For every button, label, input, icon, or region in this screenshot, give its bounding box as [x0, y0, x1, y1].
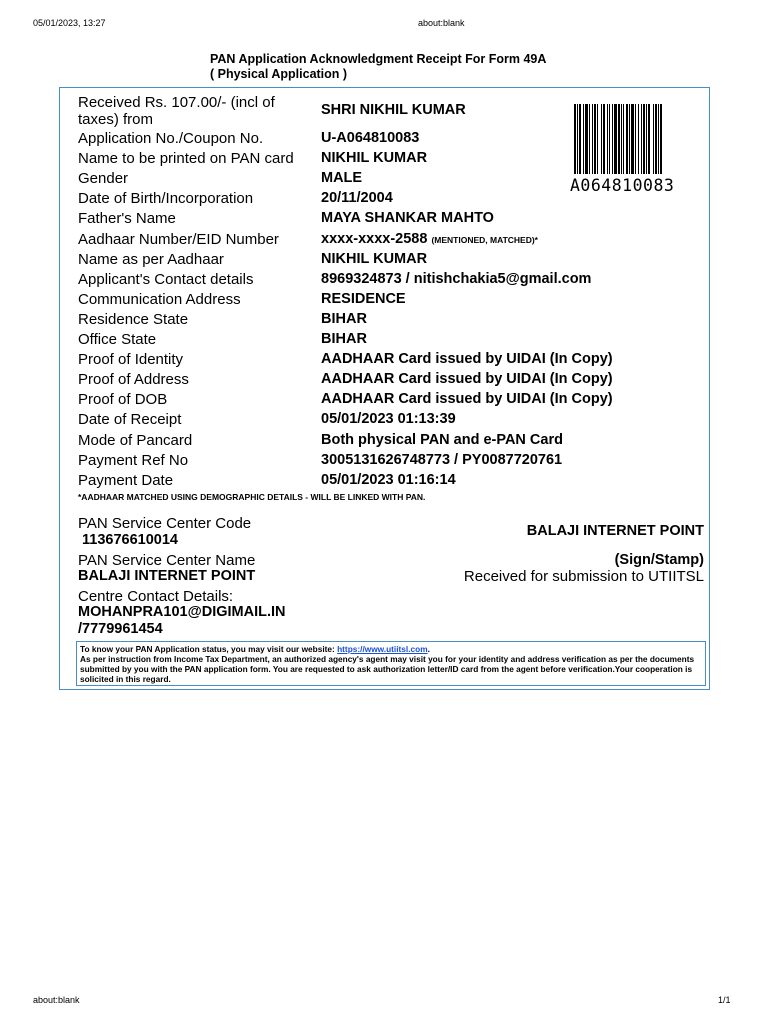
field-value: 05/01/2023 01:16:14 — [321, 472, 456, 488]
print-datetime: 05/01/2023, 13:27 — [33, 18, 106, 28]
print-footer-url: about:blank — [33, 995, 80, 1005]
field-value: xxxx-xxxx-2588 (MENTIONED, MATCHED)* — [321, 231, 538, 247]
info-box — [76, 641, 706, 686]
print-header-url: about:blank — [418, 18, 465, 28]
stamp-center-name: BALAJI INTERNET POINT — [526, 523, 704, 539]
field-label: Gender — [78, 170, 129, 187]
field-value: 20/11/2004 — [321, 190, 393, 206]
field-value: NIKHIL KUMAR — [321, 251, 428, 267]
field-value: MALE — [321, 170, 363, 186]
received-label: Received Rs. 107.00/- (incl of taxes) from — [78, 94, 275, 128]
barcode-number: A064810083 — [570, 176, 675, 195]
centre-contact-label: Centre Contact Details: — [78, 588, 234, 605]
field-value: RESIDENCE — [321, 291, 406, 307]
field-value: 3005131626748773 / PY0087720761 — [321, 452, 563, 468]
utiitsl-website-link[interactable]: https://www.utiitsl.com — [337, 644, 428, 654]
field-value: BIHAR — [321, 311, 367, 327]
field-value: 05/01/2023 01:13:39 — [321, 411, 456, 427]
print-page-count: 1/1 — [718, 995, 731, 1005]
field-value-suffix: (MENTIONED, MATCHED)* — [431, 235, 538, 245]
field-label: Proof of DOB — [78, 391, 168, 408]
field-label: Father's Name — [78, 210, 176, 227]
field-value: AADHAAR Card issued by UIDAI (In Copy) — [321, 391, 613, 407]
field-label: Payment Ref No — [78, 452, 189, 469]
field-value: MAYA SHANKAR MAHTO — [321, 210, 494, 226]
barcode — [574, 104, 698, 174]
field-value: Both physical PAN and e-PAN Card — [321, 432, 563, 448]
service-center-name-label: PAN Service Center Name — [78, 552, 256, 569]
aadhaar-note: *AADHAAR MATCHED USING DEMOGRAPHIC DETAILS - WILL BE LINKED WITH PAN. — [78, 492, 426, 502]
field-label: Communication Address — [78, 291, 241, 308]
field-label: Date of Birth/Incorporation — [78, 190, 254, 207]
field-value: AADHAAR Card issued by UIDAI (In Copy) — [321, 351, 613, 367]
field-value: 8969324873 / nitishchakia5@gmail.com — [321, 271, 592, 287]
field-label: Office State — [78, 331, 157, 348]
service-center-code-label: PAN Service Center Code — [78, 515, 252, 532]
field-label: Name to be printed on PAN card — [78, 150, 294, 167]
field-label: Name as per Aadhaar — [78, 251, 224, 268]
service-center-code-value: 113676610014 — [82, 532, 178, 548]
title-line-1: PAN Application Acknowledgment Receipt For Form 49A — [210, 52, 547, 66]
field-value: U-A064810083 — [321, 130, 420, 146]
field-value: BIHAR — [321, 331, 367, 347]
title-line-2: ( Physical Application ) — [210, 67, 348, 81]
centre-contact-phone: /7779961454 — [78, 621, 163, 637]
field-value: NIKHIL KUMAR — [321, 150, 428, 166]
centre-contact-email: MOHANPRA101@DIGIMAIL.IN — [78, 604, 286, 620]
field-value: AADHAAR Card issued by UIDAI (In Copy) — [321, 371, 613, 387]
field-label: Application No./Coupon No. — [78, 130, 264, 147]
sign-stamp-label: (Sign/Stamp) — [614, 552, 704, 568]
field-label: Aadhaar Number/EID Number — [78, 231, 279, 248]
verification-info-paragraph: As per instruction from Income Tax Department, an authorized agency's agent may visit you for your identity and address verification as per the documents submitted by you with the PAN application form. You are requested to ask authorization letter/ID card from the agent before verification.Your cooperation is solicited in this regard. — [80, 654, 695, 684]
field-label: Proof of Identity — [78, 351, 184, 368]
status-info-line: To know your PAN Application status, you may visit our website: https://www.utiitsl.com. — [80, 644, 430, 654]
field-label: Payment Date — [78, 472, 174, 489]
received-for-submission: Received for submission to UTIITSL — [463, 568, 704, 585]
field-label: Proof of Address — [78, 371, 189, 388]
page-title — [210, 52, 546, 82]
field-label: Mode of Pancard — [78, 432, 193, 449]
field-label: Date of Receipt — [78, 411, 182, 428]
field-label: Residence State — [78, 311, 189, 328]
field-label: Applicant's Contact details — [78, 271, 254, 288]
received-from-value: SHRI NIKHIL KUMAR — [321, 102, 466, 118]
service-center-name-value: BALAJI INTERNET POINT — [78, 568, 256, 584]
